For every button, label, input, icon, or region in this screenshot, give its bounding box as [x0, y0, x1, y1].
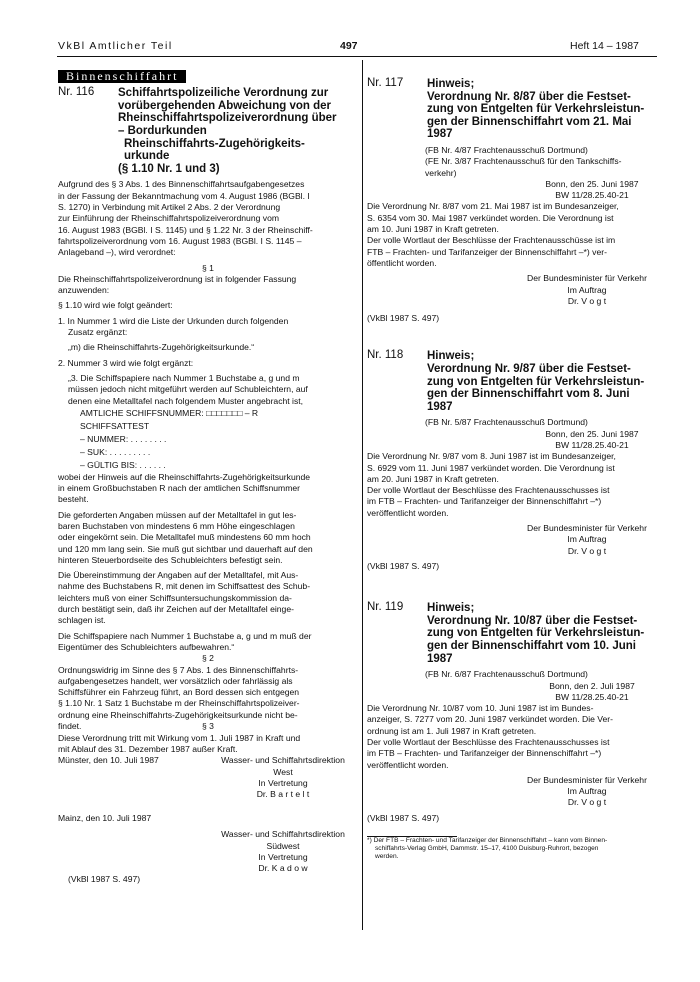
metal-plate-sample: AMTLICHE SCHIFFSNUMMER: □□□□□□□ – R SCHIFFSATTEST – NUMMER: . . . . . . . . – SUK: . . . . . . . . . – GÜLTIG BIS: . . . . . .	[80, 407, 259, 470]
paragraph-2: § 2	[202, 653, 214, 664]
notice-119: Nr. 119 Hinweis; Verordnung Nr. 10/87 über die Festset- zung von Entgelten für Verkehrsleistun- gen der Binnenschiffahrt vom 10. Juni 1987 (FB Nr. 6/87 Frachtenausschuß Dortmund) Bonn, den 2. Juli 1987 BW 11/28.25.40-21 Die Verordnung Nr. 10/87 vom 10. Juni 1987 ist im Bundes- anzeiger, S. 7277 vom 20. Juni 1987 verkündet worden. Die Ver- ordnung ist am 1. Juli 1987 in Kraft getreten. Der volle Wortlaut der Beschlüsse des Frachtenausschusses ist im FTB – Frachten- und Tarifanzeiger der Binnenschiffahrt –*) veröffentlicht worden. Der Bundesminister für Verkehr Im Auftrag Dr. V o g t (VkBl 1987 S. 497)	[367, 601, 647, 823]
signature-west: Münster, den 10. Juli 1987 Wasser- und Schiffahrtsdirektion West In Vertretung Dr. B a r t e l t	[58, 755, 345, 800]
page-number: 497	[340, 40, 358, 52]
paragraph-1: § 1	[202, 262, 214, 273]
signature-suedwest: Mainz, den 10. Juli 1987 Wasser- und Schiffahrtsdirektion Südwest In Vertretung Dr. K a d o w (VkBl 1987 S. 497)	[58, 813, 345, 885]
issue-label: Heft 14 – 1987	[570, 40, 639, 52]
notice-118: Nr. 118 Hinweis; Verordnung Nr. 9/87 über die Festset- zung von Entgelten für Verkehrsleistun- gen der Binnenschiffahrt vom 8. Juni 1987 (FB Nr. 5/87 Frachtenausschuß Dortmund) Bonn, den 25. Juni 1987 BW 11/28.25.40-21 Die Verordnung Nr. 9/87 vom 8. Juni 1987 ist im Bundesanzeiger, S. 6929 vom 11. Juni 1987 verkündet worden. Die Verordnung ist am 20. Juni 1987 in Kraft getreten. Der volle Wortlaut der Beschlüsse des Frachtenausschusses ist im FTB – Frachten- und Tarifanzeiger der Binnenschiffahrt –*) veröffentlicht worden. Der Bundesminister für Verkehr Im Auftrag Dr. V o g t (VkBl 1987 S. 497)	[367, 349, 647, 571]
article-number: Nr. 118	[367, 349, 404, 362]
running-head: VkBl Amtlicher Teil	[58, 40, 173, 52]
section-badge: Binnenschiffahrt	[58, 70, 186, 83]
paragraph-3: § 3	[202, 721, 214, 732]
article-title: Schiffahrtspolizeiliche Verordnung zur vorübergehenden Abweichung von der Rheinschiffahrtspolizeiverordnung über – Bordurkunden Rheinschiffahrts-Zugehörigkeits- urkunde (§ 1.10 Nr. 1 und 3)	[118, 87, 337, 175]
paragraph-3-text: Diese Verordnung tritt mit Wirkung vom 1. Juli 1987 in Kraft und mit Ablauf des 31. Dezember 1987 außer Kraft.	[58, 732, 301, 754]
right-column	[367, 78, 657, 861]
column-divider	[362, 60, 363, 930]
intro-text: Aufgrund des § 3 Abs. 1 des Binnenschiffahrtsaufgabengesetzes in der Fassung der Bekanntmachung vom 4. August 1986 (BGBl. I S. 1270) in Verbindung mit Artikel 2 Abs. 2 der Verordnung zur Einführung der Rheinschiffahrtspolizeiverordnung vom 16. August 1983 (BGBl. I S. 1145) und § 1.22 Nr. 3 der Rheinschiff- fahrtspolizeiverordnung vom 16. August 1983 (BGBl. I S. 1145 – Anlageband –), wird verordnet:	[58, 179, 313, 258]
ref-116: (VkBl 1987 S. 497)	[68, 874, 141, 885]
article-number: Nr. 117	[367, 77, 404, 89]
notice-117: Nr. 117 Hinweis; Verordnung Nr. 8/87 über die Festset- zung von Entgelten für Verkehrsleistun- gen der Binnenschiffahrt vom 21. Mai 1987 (FB Nr. 4/87 Frachtenausschuß Dortmund) (FE Nr. 3/87 Frachtenausschuß für den Tankschiffs- verkehr) Bonn, den 25. Juni 1987 BW 11/28.25.40-21 Die Verordnung Nr. 8/87 vom 21. Mai 1987 ist im Bundesanzeiger, S. 6354 vom 30. Mai 1987 verkündet worden. Die Verordnung ist am 10. Juni 1987 in Kraft getreten. Der volle Wortlaut der Beschlüsse der Frachtenausschüsse ist im FTB – Frachten- und Tarifanzeiger der Binnenschiffahrt –*) ver- öffentlicht worden. Der Bundesminister für Verkehr Im Auftrag Dr. V o g t (VkBl 1987 S. 497)	[367, 77, 647, 324]
paragraph-2-text: Ordnungswidrig im Sinne des § 7 Abs. 1 des Binnenschiffahrts- aufgabengesetzes handelt, wer vorsätzlich oder fahrlässig als Schiffsführer ein Fahrzeug führt, an Bord dessen sich entgegen § 1.10 Nr. 1 Satz 1 Buchstabe m der Rheinschiffahrtspolizeiver- ordnung eine Rheinschiffahrts-Zugehörigkeitsurkunde nicht be- findet.	[58, 664, 300, 732]
article-number: Nr. 116	[58, 86, 95, 99]
left-column	[58, 70, 358, 893]
footnote: *) Der FTB – Frachten- und Tarifanzeiger der Binnenschiffahrt – kann vom Binnen- schiffahrts-Verlag GmbH, Dammstr. 15–17, 4100 Duisburg-Ruhrort, bezogen werden.	[367, 837, 608, 861]
paragraph-1-text: Die Rheinschiffahrtspolizeiverordnung ist in folgender Fassung anzuwenden: § 1.10 wird wie folgt geändert: 1. In Nummer 1 wird die Liste der Urkunden durch folgenden Zusatz ergänzt: „m) die Rheinschiffahrts-Zugehörigkeitsurkunde.“ 2. Nummer 3 wird wie folgt ergänzt: „3. Die Schiffspapiere nach Nummer 1 Buchstabe a, g und m müssen jedoch nicht mitgeführt werden auf Schubleichtern, auf denen eine Metalltafel nach folgendem Muster angebracht ist, AMTLICHE SCHIFFSNUMMER: □□□□□□□ – R SCHIFFSATTEST – NUMMER: . . . . . . . . – SUK: . . . . . . . . . – GÜLTIG BIS: . . . . . . wobei der Hinweis auf die Rheinschiffahrts-Zugehörigkeitsurkunde in einem Großbuchstaben R nach der amtlichen Schiffsnummer besteht. Die geforderten Angaben müssen auf der Metalltafel in gut les- baren Buchstaben von mindestens 6 mm Höhe eingeschlagen oder eingekörnt sein. Die Metalltafel muß mindestens 60 mm hoch und 120 mm lang sein. Sie muß gut sichtbar und dauerhaft auf den hinteren Steuerbordseite des Schubleichters befestigt sein. Die Übereinstimmung der Angaben auf der Metalltafel, mit Aus- nahme des Buchstabens R, mit denen im Schiffsattest des Schub- leichters muß von einer Schiffsuntersuchungskommission da- durch bestätigt sein, daß ihr Zeichen auf der Metalltafel einge- schlagen ist. Die Schiffspapiere nach Nummer 1 Buchstabe a, g und m muß der Eigentümer des Schubleichters aufbewahren.“	[58, 274, 358, 653]
nr116-heading	[58, 87, 358, 175]
header-rule	[57, 56, 657, 57]
article-number: Nr. 119	[367, 601, 404, 614]
